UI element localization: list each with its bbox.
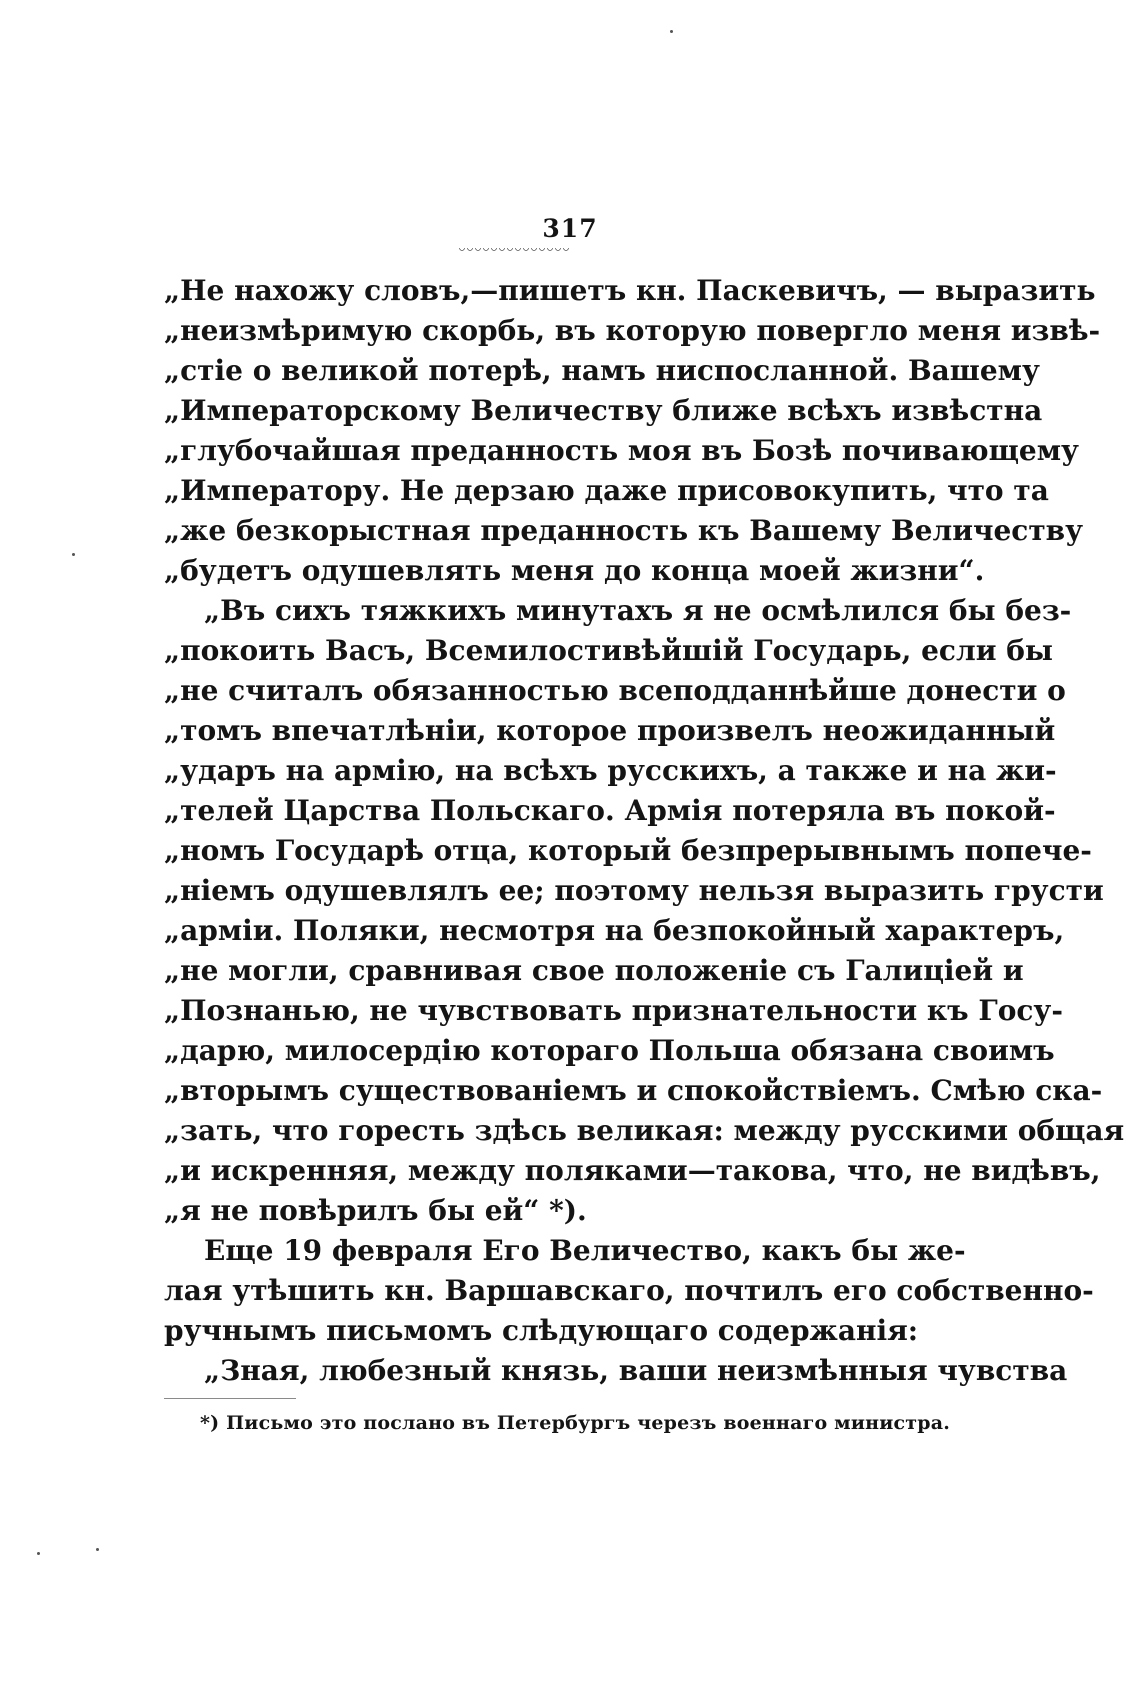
page-number-rule (458, 248, 570, 252)
text-line: „арміи. Поляки, несмотря на безпокойный характеръ, (164, 914, 1065, 947)
paper-speck (96, 1548, 99, 1551)
paper-speck (72, 553, 75, 556)
body-text (164, 271, 1125, 1391)
text-line: „неизмѣримую скорбь, въ которую повергло меня извѣ- (164, 314, 1101, 347)
footnote: *) Письмо это послано въ Петербургъ черезъ военнаго министра. (200, 1412, 951, 1434)
text-line: „Императору. Не дерзаю даже присовокупить, что та (164, 474, 1049, 507)
paper-speck (37, 1552, 40, 1555)
text-line: „томъ впечатлѣніи, которое произвелъ неожиданный (164, 714, 1056, 747)
text-line: „зать, что горесть здѣсь великая: между русскими общая (164, 1114, 1125, 1147)
text-line: „ніемъ одушевлялъ ее; поэтому нельзя выразить грусти (164, 874, 1104, 907)
text-line: „глубочайшая преданность моя въ Бозѣ почивающему (164, 434, 1079, 467)
text-line: „Императорскому Величеству ближе всѣхъ извѣстна (164, 394, 1043, 427)
text-line: „телей Царства Польскаго. Армія потеряла въ покой- (164, 794, 1056, 827)
text-line: „дарю, милосердію котораго Польша обязана своимъ (164, 1034, 1055, 1067)
text-line: лая утѣшить кн. Варшавскаго, почтилъ его собственно- (164, 1274, 1094, 1307)
page-number: 317 (542, 214, 598, 243)
text-line: „вторымъ существованіемъ и спокойствіемъ. Смѣю ска- (164, 1074, 1103, 1107)
text-line: „Зная, любезный князь, ваши неизмѣнныя чувства (204, 1354, 1068, 1387)
text-line: „же безкорыстная преданность къ Вашему Величеству (164, 514, 1084, 547)
text-line: Еще 19 февраля Его Величество, какъ бы же- (204, 1234, 966, 1267)
text-line: „покоить Васъ, Всемилостивѣйшій Государь, если бы (164, 634, 1053, 667)
text-line: „ударъ на армію, на всѣхъ русскихъ, а также и на жи- (164, 754, 1057, 787)
text-line: „не могли, сравнивая свое положеніе съ Галиціей и (164, 954, 1024, 987)
text-line: ручнымъ письмомъ слѣдующаго содержанія: (164, 1314, 919, 1347)
text-line: „Въ сихъ тяжкихъ минутахъ я не осмѣлился бы без- (204, 594, 1072, 627)
text-line: „я не повѣрилъ бы ей“ *). (164, 1194, 587, 1227)
text-line: „стіе о великой потерѣ, намъ ниспосланной. Вашему (164, 354, 1040, 387)
text-line: „Познанью, не чувствовать признательности къ Госу- (164, 994, 1063, 1027)
text-line: „Не нахожу словъ,—пишетъ кн. Паскевичъ, — выразить (164, 274, 1096, 307)
text-line: „и искренняя, между поляками—такова, что, не видѣвъ, (164, 1154, 1101, 1187)
paper-speck (670, 30, 673, 33)
text-line: „будетъ одушевлять меня до конца моей жизни“. (164, 554, 985, 587)
footnote-rule (164, 1398, 296, 1399)
text-line: „не считалъ обязанностью всеподданнѣйше донести о (164, 674, 1066, 707)
text-line: „номъ Государѣ отца, который безпрерывнымъ попече- (164, 834, 1092, 867)
